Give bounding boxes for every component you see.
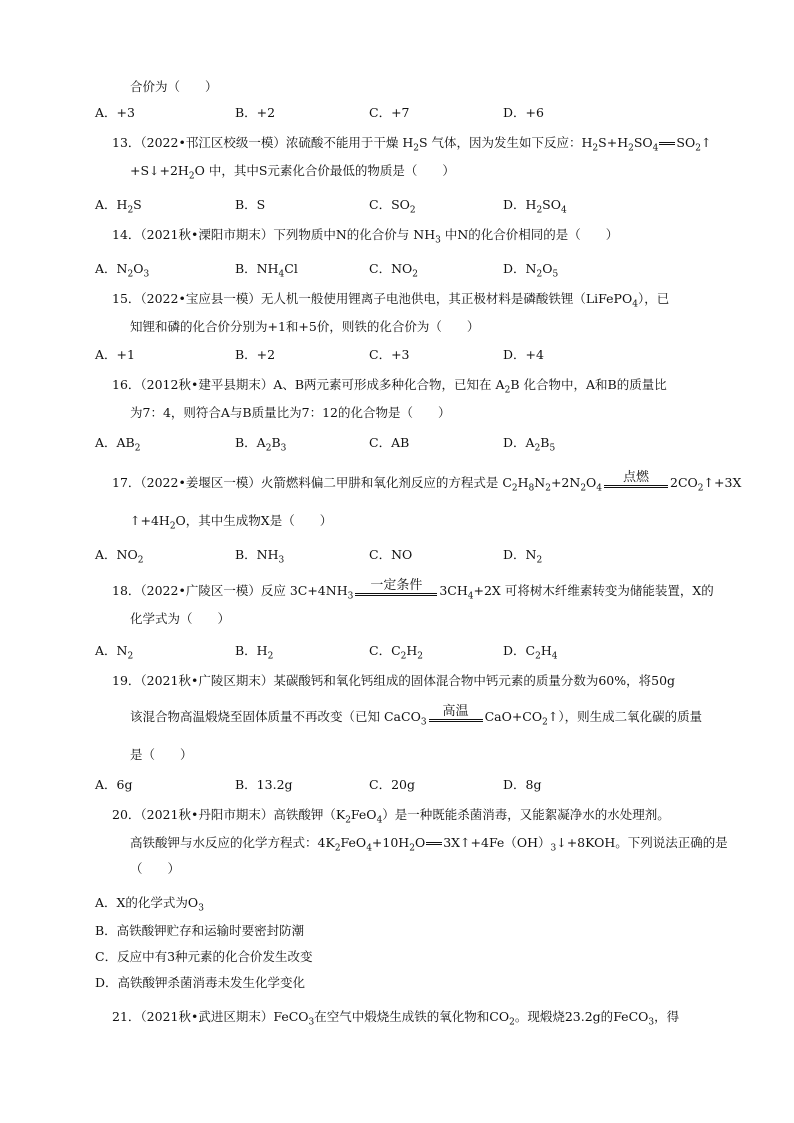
q17-stem-line2: $↑+4H_2O$，其中生成物X是（ ） bbox=[130, 513, 333, 532]
q19-option-b: B．13.2g bbox=[235, 777, 293, 792]
q16-stem-line2: 为7：4，则符合A与B质量比为7：12的化合物是（ ） bbox=[130, 405, 451, 420]
q15-option-a: A．+1 bbox=[95, 347, 135, 362]
q16-option-b: B．$A_2B_3$ bbox=[235, 435, 287, 454]
q18-option-d: D．$C_2H_4$ bbox=[503, 643, 558, 662]
q18-stem-line1: 18．（2022•广陵区一模）反应 $3C+4NH_3$一定条件 $3CH_4+2X$ 可将树木纤维素转变为储能装置，X的 bbox=[112, 578, 714, 602]
q14-options bbox=[95, 260, 735, 278]
q19-stem-line2: 该混合物高温煅烧至固体质量不再改变（已知 CaCO$_3$高温 $CaO+CO_2↑$），则生成二氧化碳的质量 bbox=[130, 704, 703, 728]
q20-option-c-row bbox=[95, 948, 735, 966]
q12-options bbox=[95, 104, 735, 122]
q19-option-d: D．8g bbox=[503, 777, 542, 792]
q20-option-a: A．X的化学式为$O_3$ bbox=[95, 895, 204, 914]
q20-stem-line2: 高铁酸钾与水反应的化学方程式：$4K_2FeO_4+10H_2O$ $3X↑+4Fe(OH)_3↓+8KOH$。下列说法正确的是 bbox=[130, 835, 728, 854]
q20-option-d-row bbox=[95, 974, 735, 992]
q14-option-b: B．$NH_4Cl$ bbox=[235, 261, 298, 280]
q15-stem-line2: 知锂和磷的化合价分别为+1和+5价，则铁的化合价为（ ） bbox=[130, 319, 480, 334]
q15-option-d: D．+4 bbox=[503, 347, 544, 362]
q19-option-c: C．20g bbox=[369, 777, 415, 792]
q18-options bbox=[95, 642, 735, 660]
q16-option-a: A．$AB_2$ bbox=[95, 435, 141, 454]
q12-stem-tail: 合价为（ ） bbox=[130, 79, 218, 94]
q17-option-b: B．$NH_3$ bbox=[235, 547, 285, 566]
q12-option-b: B．+2 bbox=[235, 105, 276, 120]
q13-option-c: C．$SO_2$ bbox=[369, 197, 416, 216]
q17-option-d: D．$N_2$ bbox=[503, 547, 543, 566]
q15-option-b: B．+2 bbox=[235, 347, 276, 362]
q16-options bbox=[95, 434, 735, 452]
q18-condition: 一定条件 bbox=[353, 579, 439, 596]
q20-option-b-row bbox=[95, 922, 735, 940]
q12-option-a: A．+3 bbox=[95, 105, 135, 120]
q20-option-d: D．高铁酸钾杀菌消毒未发生化学变化 bbox=[95, 975, 306, 990]
q20-option-a-row bbox=[95, 894, 735, 912]
q12-option-c: C．+7 bbox=[369, 105, 410, 120]
q13-option-b: B．S bbox=[235, 197, 266, 212]
q17-options bbox=[95, 546, 735, 564]
q19-stem-line1: 19．（2021秋•广陵区期末）某碳酸钙和氧化钙组成的固体混合物中钙元素的质量分数为60%，将50g bbox=[112, 673, 676, 688]
q20-stem-line3: （ ） bbox=[130, 861, 181, 876]
q16-option-c: C．AB bbox=[369, 435, 410, 450]
q19-condition: 高温 bbox=[427, 705, 485, 722]
q20-stem-line1: 20．（2021秋•丹阳市期末）高铁酸钾$(K_2FeO_4)$是一种既能杀菌消毒，又能絮凝净水的水处理剂。 bbox=[112, 807, 670, 826]
q19-options bbox=[95, 776, 735, 794]
q15-stem-line1: 15．（2022•宝应县一模）无人机一般使用锂离子电池供电，其正极材料是磷酸铁锂（LiFePO$_4$），已 bbox=[112, 291, 670, 310]
q13-options bbox=[95, 196, 735, 214]
q13-stem-line2: $+S↓+2H_2O$ 中，其中S元素化合价最低的物质是（ ） bbox=[130, 163, 455, 182]
q15-option-c: C．+3 bbox=[369, 347, 410, 362]
q14-option-d: D．$N_2O_5$ bbox=[503, 261, 559, 280]
q19-stem-line3: 是（ ） bbox=[130, 747, 193, 762]
q20-option-c: C．反应中有3种元素的化合价发生改变 bbox=[95, 949, 313, 964]
q19-option-a: A．6g bbox=[95, 777, 133, 792]
q14-option-a: A．$N_2O_3$ bbox=[95, 261, 150, 280]
q18-option-b: B．$H_2$ bbox=[235, 643, 274, 662]
q17-condition: 点燃 bbox=[602, 471, 670, 488]
q17-option-c: C．NO bbox=[369, 547, 413, 562]
q14-option-c: C．$NO_2$ bbox=[369, 261, 418, 280]
q16-stem-line1: 16．（2012秋•建平县期末）A、B两元素可形成多种化合物，已知在 $A_2B$ 化合物中，A和B的质量比 bbox=[112, 377, 667, 396]
q15-options bbox=[95, 346, 735, 364]
q13-option-d: D．$H_2SO_4$ bbox=[503, 197, 567, 216]
q12-option-d: D．+6 bbox=[503, 105, 544, 120]
q20-option-b: B．高铁酸钾贮存和运输时要密封防潮 bbox=[95, 923, 305, 938]
q13-option-a: A．$H_2S$ bbox=[95, 197, 142, 216]
q17-stem-line1: 17．（2022•姜堰区一模）火箭燃料偏二甲肼和氧化剂反应的方程式是 $C_2H_8N_2+2N_2O_4$点燃 $2CO_2↑+3X$ bbox=[112, 470, 742, 494]
q18-option-c: C．$C_2H_2$ bbox=[369, 643, 424, 662]
q21-stem-line1: 21．（2021秋•武进区期末）FeCO$_3$在空气中煅烧生成铁的氧化物和$CO_2$。现煅烧23.2g的FeCO$_3$，得 bbox=[112, 1009, 680, 1028]
q13-stem-line1: 13．（2022•邗江区校级一模）浓硫酸不能用于干燥 $H_2S$ 气体，因为发生如下反应：$H_2S+H_2SO_4$ $SO_2↑$ bbox=[112, 135, 712, 154]
q17-option-a: A．$NO_2$ bbox=[95, 547, 144, 566]
q18-option-a: A．$N_2$ bbox=[95, 643, 134, 662]
q18-stem-line2: 化学式为（ ） bbox=[130, 611, 231, 626]
q14-stem: 14．（2021秋•溧阳市期末）下列物质中N的化合价与 $NH_3$ 中N的化合价相同的是（ ） bbox=[112, 227, 619, 246]
q16-option-d: D．$A_2B_5$ bbox=[503, 435, 556, 454]
